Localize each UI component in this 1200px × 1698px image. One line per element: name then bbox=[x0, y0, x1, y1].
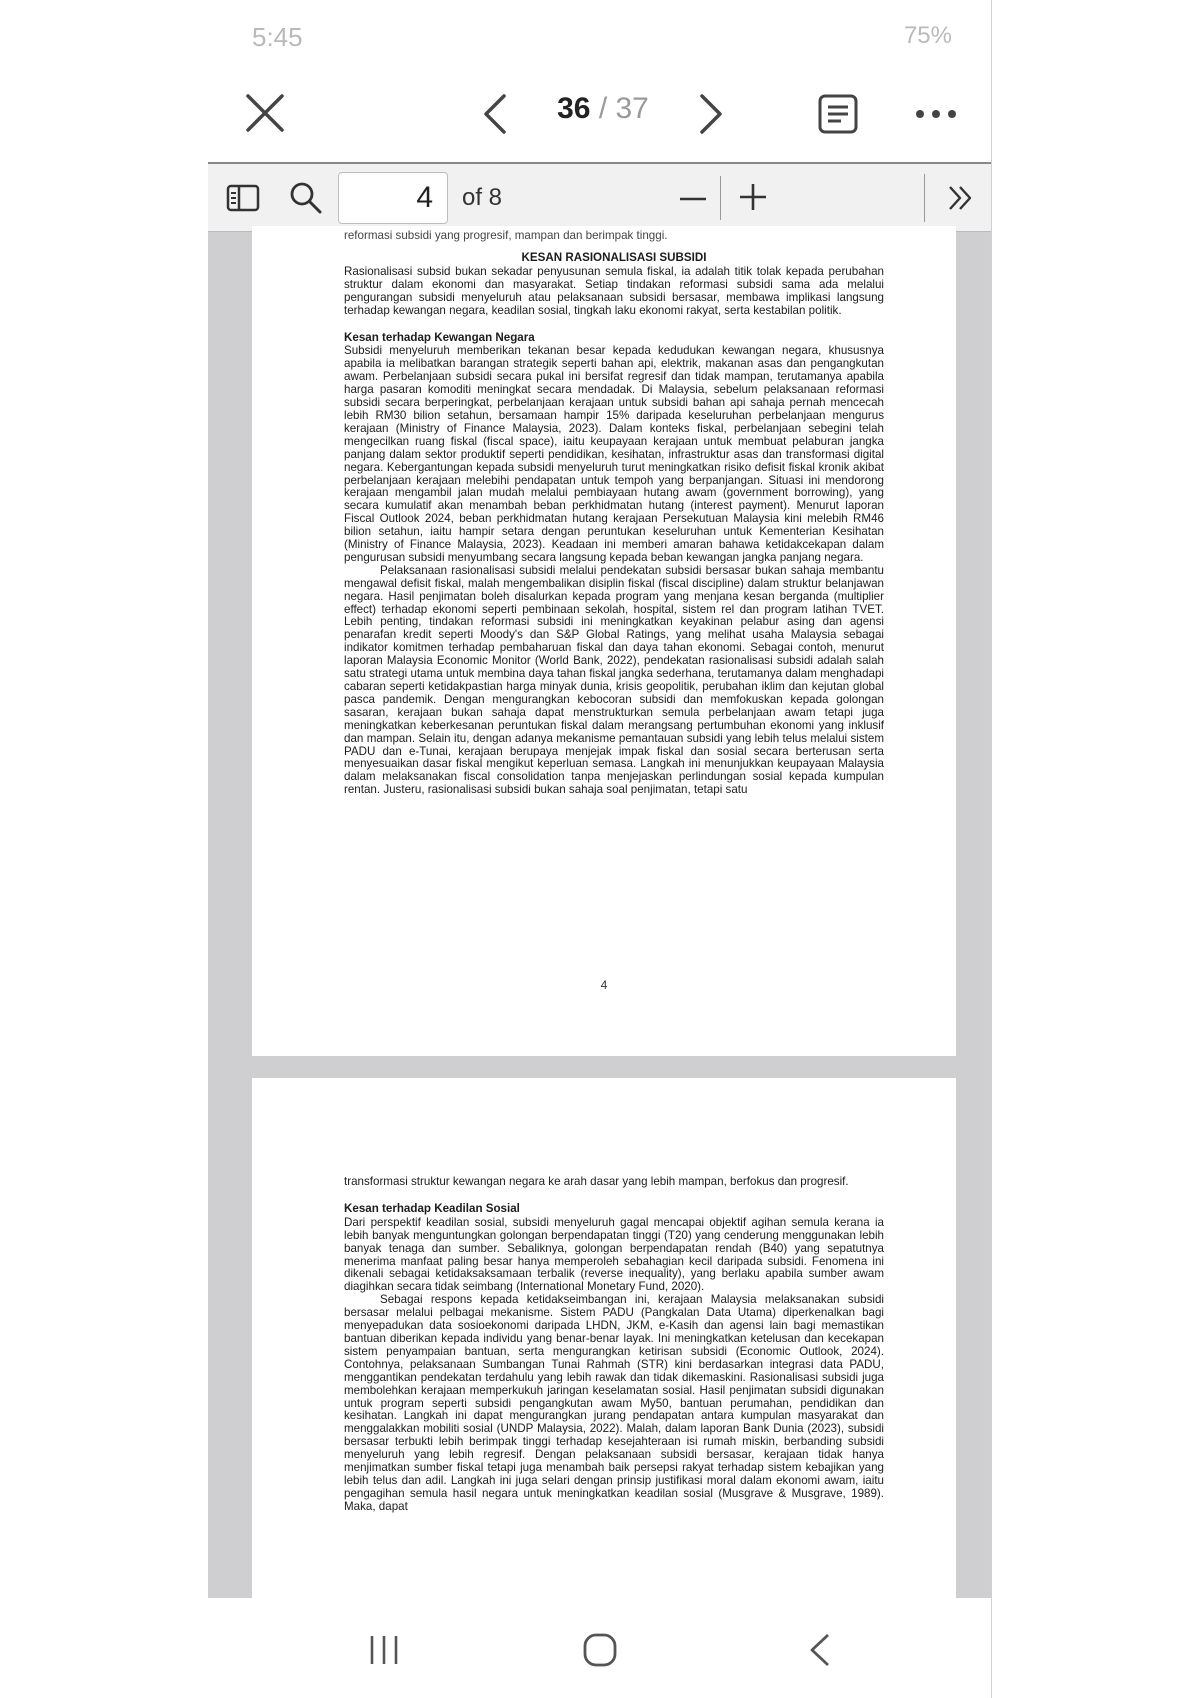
zoom-divider bbox=[720, 176, 721, 220]
next-page-button[interactable] bbox=[694, 92, 728, 136]
minus-icon bbox=[676, 182, 710, 216]
document-view-button[interactable] bbox=[816, 92, 860, 136]
system-navigation-bar bbox=[208, 1598, 992, 1698]
continued-paragraph: transformasi struktur kewangan negara ke arah dasar yang lebih mampan, berfokus dan progresif. bbox=[344, 1175, 849, 1188]
page-of-label: of 8 bbox=[462, 184, 503, 211]
sidebar-icon bbox=[226, 184, 260, 212]
screen-edge bbox=[991, 0, 992, 1698]
home-button[interactable] bbox=[582, 1632, 618, 1668]
pdf-viewer-toolbar bbox=[208, 162, 992, 232]
status-battery: 75% bbox=[903, 22, 952, 49]
paragraph-kewangan-2: Pelaksanaan rasionalisasi subsidi melalui pendekatan subsidi bersasar bukan sahaja membantu mengawal defisit fiskal, malah mengembalikan disiplin fiskal (fiscal discipline) dalam struktur belanjawan negara. Hasil penjimatan boleh disalurkan kepada program yang menjana kesan berganda (multiplier effect) terhadap ekonomi seperti pembinaan sekolah, hospital, sistem rel dan program latihan TVET. Lebih penting, tindakan reformasi subsidi ini meningkatkan keyakinan pelabur asing dan agensi penarafan kredit seperti Moody's dan S&P Global Ratings, yang melihat usaha Malaysia sebagai indikator komitmen terhadap pembaharuan fiskal dan daya tahan ekonomi. Sebagai contoh, menurut laporan Malaysia Economic Monitor (World Bank, 2022), pendekatan rasionalisasi subsidi adalah salah satu strategi utama untuk membina daya tahan fiskal jangka sederhana, terutamanya dalam menghadapi cabaran seperti ketidakpastian harga minyak dunia, krisis geopolitik, perubahan iklim dan kejutan global pasca pandemik. Dengan mengurangkan kebocoran subsidi dan memfokuskan kepada golongan sasaran, kerajaan bukan sahaja dapat menstrukturkan semula perbelanjaan awam tetapi juga meningkatkan keberkesanan peruntukan fiskal dalam merangsang pertumbuhan ekonomi yang inklusif dan mampan. Selain itu, dengan adanya mekanisme pemantauan subsidi yang lebih telus melalui sistem PADU dan e-Tunai, kerajaan berupaya menjejak impak fiskal dan sosial secara berterusan serta menyesuaikan dasar fiskal mengikut keperluan semasa. Langkah ini menunjukkan keupayaan Malaysia dalam melaksanakan fiscal consolidation tanpa menjejaskan perlindungan sosial kepada kumpulan rentan. Justeru, rasionalisasi subsidi bukan sahaja soal penjimatan, tetapi satu bbox=[344, 563, 884, 797]
page-separator: / bbox=[590, 92, 616, 125]
page-navigator bbox=[478, 88, 728, 140]
page-5-text bbox=[344, 1176, 884, 1514]
search-button[interactable] bbox=[288, 180, 324, 216]
cut-off-line: reformasi subsidi yang progresif, mampan dan berimpak tinggi. bbox=[344, 229, 668, 242]
sidebar-toggle-button[interactable] bbox=[226, 184, 260, 212]
document-canvas[interactable] bbox=[208, 229, 992, 1598]
total-pages: 37 bbox=[615, 92, 649, 125]
search-icon bbox=[288, 180, 324, 216]
more-options-button[interactable] bbox=[914, 96, 958, 132]
page-4-text bbox=[344, 230, 884, 797]
chevron-left-icon bbox=[478, 92, 512, 136]
page-number: 4 bbox=[600, 978, 608, 992]
status-time: 5:45 bbox=[252, 22, 303, 52]
close-button[interactable] bbox=[242, 90, 288, 136]
paragraph-keadilan-1: Dari perspektif keadilan sosial, subsidi menyeluruh gagal mencapai objektif agihan semula kerana ia lebih banyak menguntungkan golongan berpendapatan tinggi (T20) yang cenderung menggunakan lebih banyak tenaga dan sumber. Sebaliknya, golongan berpendapatan rendah (B40) yang sepatutnya menerima manfaat paling besar hanya memperoleh sebahagian kecil daripada subsidi. Fenomena ini dikenali sebagai ketidaksaksamaan terbalik (reverse inequality), yang berlaku apabila sumber awam diagihkan secara tidak seimbang (International Monetary Fund, 2020). bbox=[344, 1215, 884, 1294]
phone-screen bbox=[208, 0, 992, 1698]
page-counter bbox=[528, 92, 678, 126]
close-icon bbox=[242, 90, 288, 136]
more-tools-button[interactable] bbox=[944, 182, 976, 214]
back-button[interactable] bbox=[806, 1632, 834, 1668]
section-heading-keadilan: Kesan terhadap Keadilan Sosial bbox=[344, 1201, 520, 1215]
more-dots-icon bbox=[914, 96, 958, 132]
pdf-page-4 bbox=[252, 226, 956, 1056]
current-page: 36 bbox=[557, 92, 591, 125]
recent-apps-button[interactable] bbox=[366, 1634, 402, 1666]
status-bar bbox=[208, 0, 992, 66]
pdf-page-5 bbox=[252, 1078, 956, 1638]
recent-apps-icon bbox=[366, 1634, 402, 1666]
double-chevron-right-icon bbox=[944, 182, 976, 214]
home-icon bbox=[582, 1632, 618, 1668]
previous-page-button[interactable] bbox=[478, 92, 512, 136]
section-heading-kewangan: Kesan terhadap Kewangan Negara bbox=[344, 330, 535, 344]
paragraph-keadilan-2: Sebagai respons kepada ketidakseimbangan ini, kerajaan Malaysia melaksanakan subsidi bersasar melalui pelbagai mekanisme. Sistem PADU (Pangkalan Data Utama) diperkenalkan bagi menyepadukan data sosioekonomi daripada LHDN, JKM, e-Kasih dan agensi lain bagi memastikan bantuan diberikan kepada individu yang benar-benar layak. Ini meningkatkan ketelusan dan kecekapan sistem penyampaian bantuan, serta mengurangkan ketirisan subsidi (Economic Outlook, 2024). Contohnya, pelaksanaan Sumbangan Tunai Rahmah (STR) kini berdasarkan integrasi data PADU, menggantikan pendekatan terdahulu yang lebih rawak dan tidak dikemaskini. Rasionalisasi subsidi juga membolehkan kerajaan memperkukuh jaringan keselamatan sosial. Hasil penjimatan subsidi digunakan untuk program seperti subsidi pengangkutan awam My50, bantuan perumahan, pendidikan dan kesihatan. Langkah ini dapat mengurangkan jurang pendapatan antara kumpulan masyarakat dan menggalakkan mobiliti sosial (UNDP Malaysia, 2022). Malah, dalam laporan Bank Dunia (2023), subsidi bersasar terbukti lebih berimpak tinggi terhadap kesejahteraan isi rumah miskin, berbanding subsidi menyeluruh yang lebih regresif. Dengan pelaksanaan subsidi bersasar, kerajaan tidak hanya menjimatkan sumber fiskal tetapi juga menambah baik persepsi rakyat terhadap sistem kebajikan yang lebih telus dan adil. Langkah ini juga selari dengan prinsip justifikasi moral dalam ekonomi awam, iaitu pengagihan semula hasil negara untuk meningkatkan keadilan sosial (Musgrave & Musgrave, 1989). Maka, dapat bbox=[344, 1293, 884, 1513]
paragraph-kewangan-1: Subsidi menyeluruh memberikan tekanan besar kepada kedudukan kewangan negara, khususnya apabila ia melibatkan barangan strategik seperti bahan api, elektrik, makanan asas dan pengangkutan awam. Perbelanjaan subsidi secara pukal ini bersifat regresif dan tidak mampan, terutamanya apabila harga pasaran komoditi meningkat secara mendadak. Di Malaysia, sebelum pelaksanaan reformasi subsidi secara berperingkat, perbelanjaan kerajaan untuk subsidi bahan api sahaja pernah mencecah lebih RM30 bilion setahun, bersamaan hampir 15% daripada keseluruhan perbelanjaan mengurus kerajaan (Ministry of Finance Malaysia, 2023). Dalam konteks fiskal, perbelanjaan sebegini telah mengecilkan ruang fiskal (fiscal space), iaitu keupayaan kerajaan untuk membuat pelaburan jangka panjang dalam sektor produktif seperti pendidikan, kesihatan, infrastruktur asas dan transformasi digital negara. Kebergantungan kepada subsidi menyeluruh turut meningkatkan risiko defisit fiskal kronik akibat perbelanjaan kerajaan melebihi pendapatan untuk tempoh yang berpanjangan. Situasi ini mendorong kerajaan mengambil jalan mudah melalui pembiayaan hutang awam (government borrowing), yang secara kumulatif akan menambah beban perkhidmatan hutang (interest payment). Menurut laporan Fiscal Outlook 2024, beban perkhidmatan hutang kerajaan Persekutuan Malaysia kini melebih RM46 bilion setahun, iaitu hampir setara dengan peruntukan keseluruhan untuk Kementerian Kesihatan (Ministry of Finance Malaysia, 2023). Keadaan ini memberi amaran bahawa ketidakcekapan dalam pengurusan subsidi menyumbang secara langsung kepada beban kewangan jangka panjang negara. bbox=[344, 344, 884, 564]
plus-icon bbox=[736, 180, 770, 214]
app-bar bbox=[208, 66, 992, 162]
zoom-in-button[interactable] bbox=[736, 180, 770, 214]
chevron-right-icon bbox=[694, 92, 728, 136]
page-number-input[interactable] bbox=[338, 172, 448, 224]
back-chevron-icon bbox=[806, 1632, 834, 1668]
section-title: KESAN RASIONALISASI SUBSIDI bbox=[521, 251, 707, 264]
toolbar-divider bbox=[924, 174, 925, 222]
intro-paragraph: Rasionalisasi subsid bukan sekadar penyusunan semula fiskal, ia adalah titik tolak kepada perubahan struktur dalam ekonomi dan masyarakat. Setiap tindakan reformasi subsidi sama ada melalui pengurangan subsidi menyeluruh atau pelaksanaan subsidi bersasar, membawa implikasi langsung terhadap kewangan negara, keadilan sosial, tingkah laku ekonomi rakyat, serta kestabilan politik. bbox=[344, 264, 884, 317]
zoom-out-button[interactable] bbox=[676, 182, 710, 216]
document-lines-icon bbox=[816, 92, 860, 136]
